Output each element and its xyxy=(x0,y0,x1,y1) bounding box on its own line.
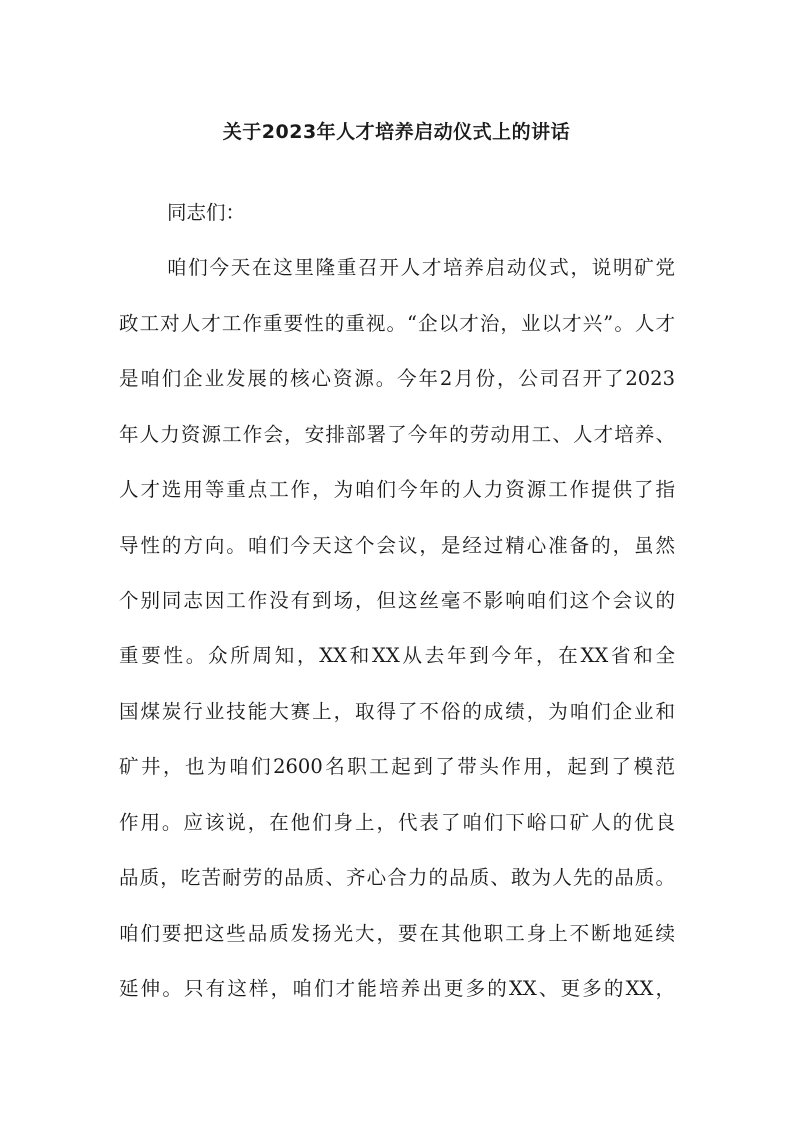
paragraph-line: 矿井，也为咱们2600名职工起到了带头作用，起到了模范 xyxy=(119,755,675,778)
paragraph-line: 作用。应该说，在他们身上，代表了咱们下峪口矿人的优良 xyxy=(119,811,675,834)
paragraph-line: 咱们今天在这里隆重召开人才培养启动仪式，说明矿党 xyxy=(167,256,675,279)
paragraph-line: 导性的方向。咱们今天这个会议，是经过精心准备的，虽然 xyxy=(119,534,675,557)
document-title: 关于2023年人才培养启动仪式上的讲话 xyxy=(222,121,571,143)
paragraph-line: 政工对人才工作重要性的重视。“企以才治，业以才兴”。人才 xyxy=(119,312,675,335)
paragraph-line: 国煤炭行业技能大赛上，取得了不俗的成绩，为咱们企业和 xyxy=(119,700,675,723)
paragraph-line: 年人力资源工作会，安排部署了今年的劳动用工、人才培养、 xyxy=(119,423,675,446)
paragraph-line: 是咱们企业发展的核心资源。今年2月份，公司召开了2023 xyxy=(119,367,675,390)
paragraph-line: 延伸。只有这样，咱们才能培养出更多的XX、更多的XX， xyxy=(119,977,675,1000)
salutation: 同志们： xyxy=(167,201,246,224)
paragraph-line: 重要性。众所周知，XX和XX从去年到今年，在XX省和全 xyxy=(119,644,675,667)
paragraph-line: 品质，吃苦耐劳的品质、齐心合力的品质、敢为人先的品质。 xyxy=(119,866,675,889)
paragraph-line: 咱们要把这些品质发扬光大，要在其他职工身上不断地延续 xyxy=(119,922,675,945)
paragraph-line: 人才选用等重点工作，为咱们今年的人力资源工作提供了指 xyxy=(119,478,675,501)
paragraph-line: 个别同志因工作没有到场，但这丝毫不影响咱们这个会议的 xyxy=(119,589,675,612)
